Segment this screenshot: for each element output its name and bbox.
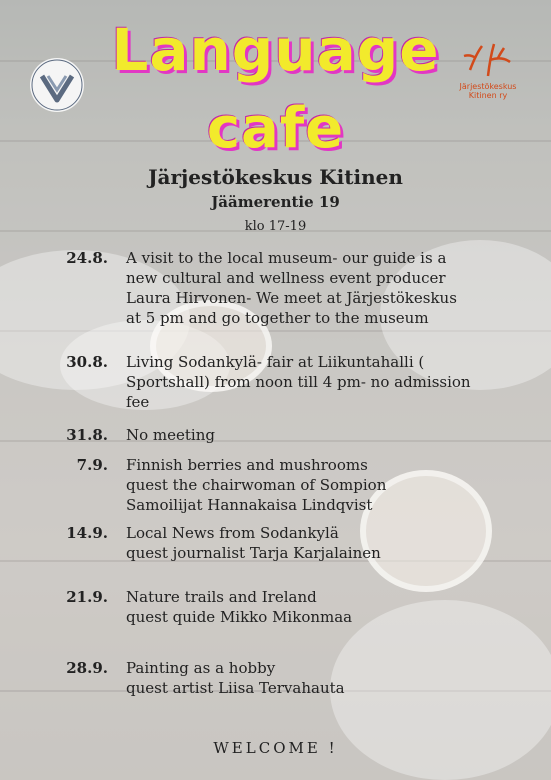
event-date: 7.9. bbox=[76, 456, 108, 474]
event-description: A visit to the local museum- our guide is a new cultural and wellness event producer Laura Hirvonen- We meet at Järjestökeskus at 5 pm and go together to the museum bbox=[126, 249, 457, 327]
title-language: Language bbox=[111, 16, 440, 84]
venue-time: klo 17-19 bbox=[244, 219, 307, 234]
event-date: 28.9. bbox=[66, 659, 108, 677]
logo-org-line: Kitinen ry bbox=[468, 91, 508, 100]
venue-address: Jäämerentie 19 bbox=[211, 193, 340, 211]
event-description: Living Sodankylä- fair at Liikuntahalli ( Sportshall) from noon till 4 pm- no admission fee bbox=[126, 353, 471, 411]
logo-name-line: Järjestökeskus bbox=[459, 82, 517, 91]
event-description: No meeting bbox=[126, 426, 215, 444]
event-description: Finnish berries and mushrooms quest the chairwoman of Sompion Samoilijat Hannakaisa Lindqvist bbox=[126, 456, 387, 514]
event-date: 14.9. bbox=[66, 524, 108, 542]
title-cafe: cafe bbox=[206, 96, 345, 161]
event-date: 31.8. bbox=[66, 426, 108, 444]
event-date: 21.9. bbox=[66, 588, 108, 606]
event-description: Nature trails and Ireland quest quide Mikko Mikonmaa bbox=[126, 588, 353, 626]
event-date: 30.8. bbox=[66, 353, 108, 371]
event-date: 24.8. bbox=[66, 249, 108, 267]
event-description: Local News from Sodankylä quest journalist Tarja Karjalainen bbox=[126, 524, 381, 562]
event-description: Painting as a hobby quest artist Liisa Tervahauta bbox=[126, 659, 345, 697]
venue-name: Järjestökeskus Kitinen bbox=[148, 165, 403, 189]
welcome-text: WELCOME ! bbox=[213, 739, 338, 757]
